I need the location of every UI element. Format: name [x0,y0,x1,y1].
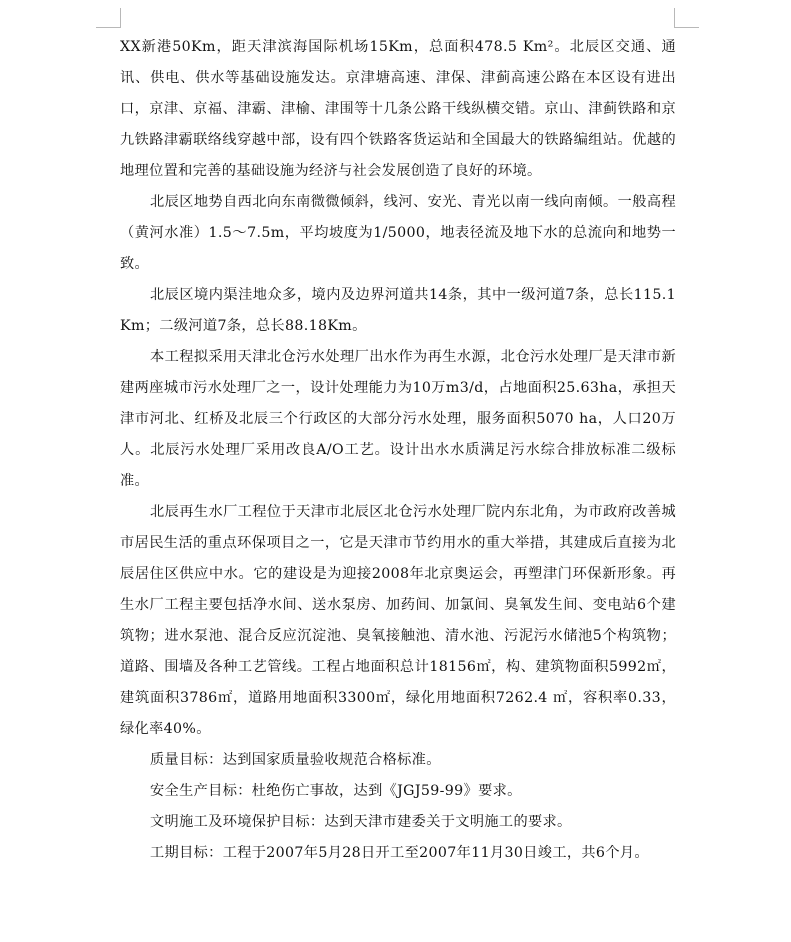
paragraph-location-infrastructure: XX新港50Km，距天津滨海国际机场15Km，总面积478.5 Km²。北辰区交通、通讯、供电、供水等基础设施发达。京津塘高速、津保、津蓟高速公路在本区设有进出口，京津、京福、津霸、津榆、津围等十几条公路干线纵横交错。京山、津蓟铁路和京九铁路津霸联络线穿越中部，设有四个铁路客货运站和全国最大的铁路编组站。优越的地理位置和完善的基础设施为经济与社会发展创造了良好的环境。 [120,39,676,179]
crop-mark-top-left-horizontal [96,27,120,28]
crop-mark-top-right-vertical [674,8,675,28]
paragraph-water-source: 本工程拟采用天津北仓污水处理厂出水作为再生水源，北仓污水处理厂是天津市新建两座城市污水处理厂之一，设计处理能力为10万m3/d，占地面积25.63ha，承担天津市河北、红桥及北辰三个行政区的大部分污水处理，服务面积5070 ha，人口20万人。北辰污水处理厂采用改良A/O工艺。设计出水水质满足污水综合排放标准二级标准。 [120,349,676,489]
paragraph-terrain: 北辰区地势自西北向东南微微倾斜，线河、安光、青光以南一线向南倾。一般高程（黄河水准）1.5～7.5m，平均坡度为1/5000，地表径流及地下水的总流向和地势一致。 [120,194,676,272]
document-body [120,32,676,869]
crop-mark-top-left-vertical [120,8,121,28]
paragraph-safety-target: 安全生产目标：杜绝伤亡事故，达到《JGJ59-99》要求。 [150,783,522,799]
crop-mark-top-right-horizontal [675,27,699,28]
paragraph-project-overview: 北辰再生水厂工程位于天津市北辰区北仓污水处理厂院内东北角，为市政府改善城市居民生活的重点环保项目之一，它是天津市节约用水的重大举措，其建成后直接为北辰居住区供应中水。它的建设是为迎接2008年北京奥运会，再塑津门环保新形象。再生水厂工程主要包括净水间、送水泵房、加药间、加氯间、臭氧发生间、变电站6个建筑物；进水泵池、混合反应沉淀池、臭氧接触池、清水池、污泥污水储池5个构筑物；道路、围墙及各种工艺管线。工程占地面积总计18156㎡，构、建筑物面积5992㎡，建筑面积3786㎡，道路用地面积3300㎡，绿化用地面积7262.4 ㎡，容积率0.33，绿化率40%。 [120,504,676,737]
paragraph-quality-target: 质量目标：达到国家质量验收规范合格标准。 [150,752,441,768]
paragraph-civilized-construction-target: 文明施工及环境保护目标：达到天津市建委关于文明施工的要求。 [150,814,572,830]
paragraph-schedule-target: 工期目标：工程于2007年5月28日开工至2007年11月30日竣工，共6个月。 [150,845,649,861]
paragraph-rivers: 北辰区境内渠洼地众多，境内及边界河道共14条，其中一级河道7条，总长115.1Km；二级河道7条，总长88.18Km。 [120,287,676,334]
